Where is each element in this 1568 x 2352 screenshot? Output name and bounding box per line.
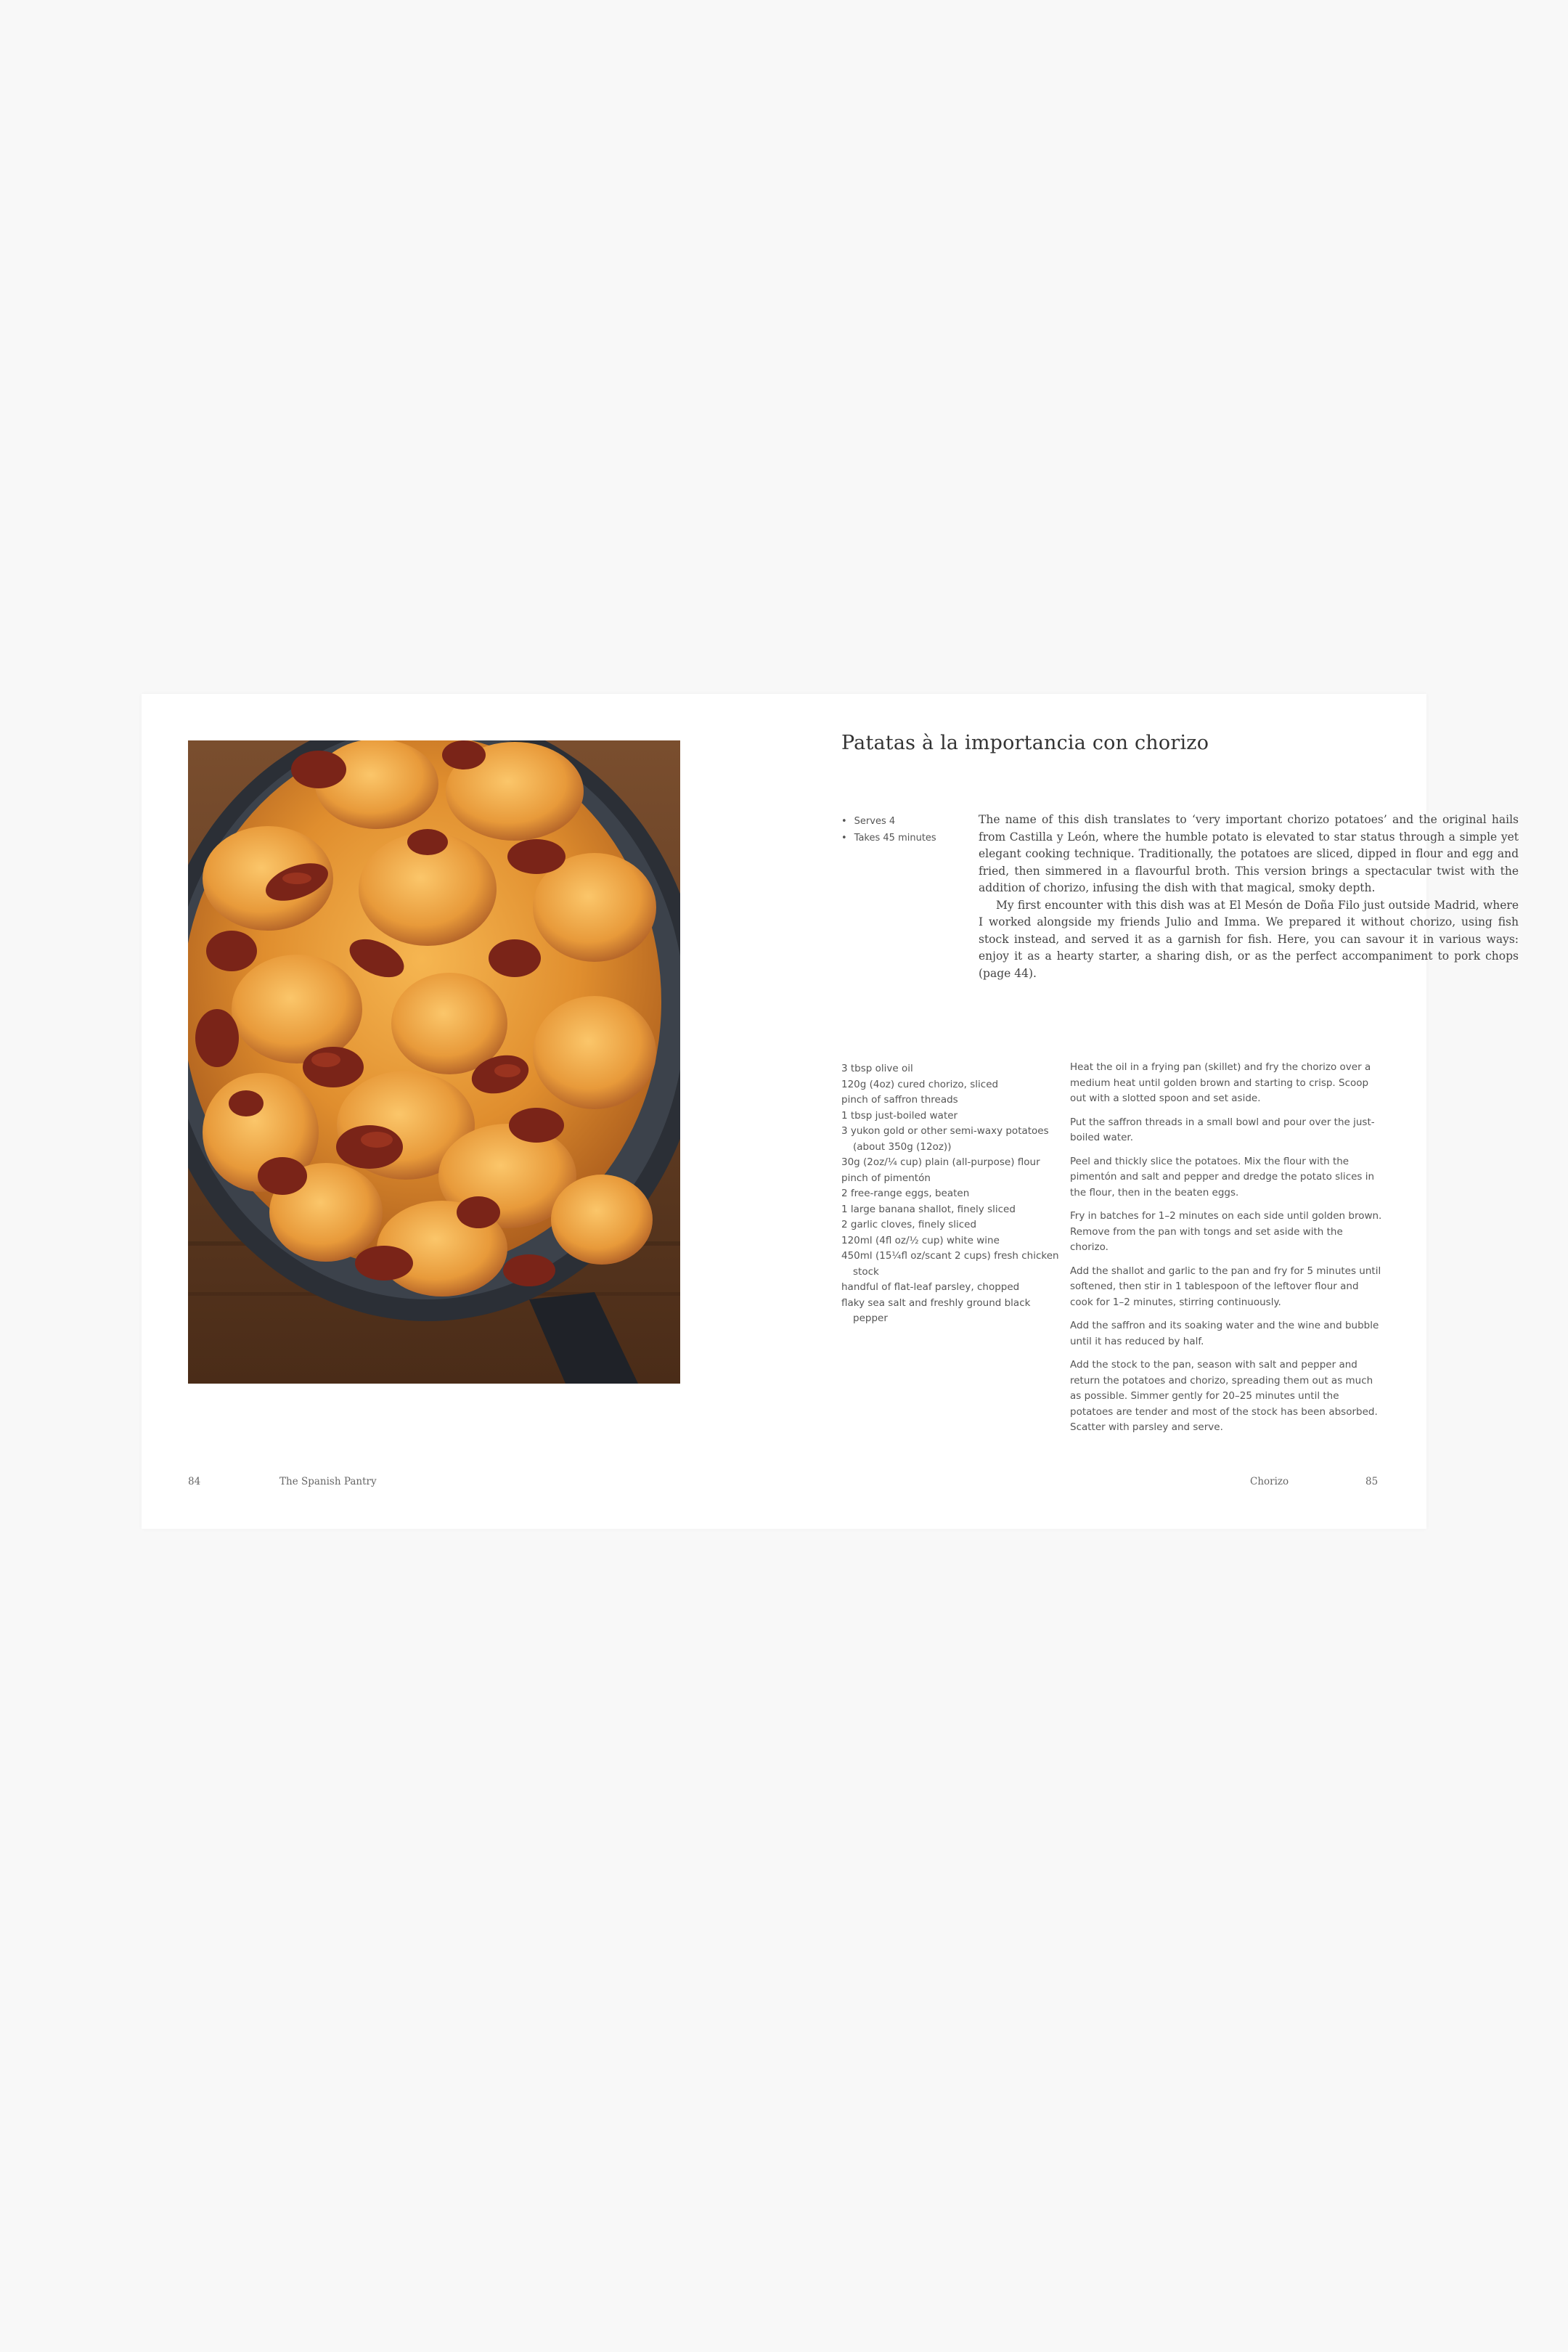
method-step: Put the saffron threads in a small bowl and pour over the just-boiled water.	[1070, 1116, 1375, 1143]
intro-paragraph: The name of this dish translates to ‘very important chorizo potatoes’ and the original hails from Castilla y León, where the humble potato is elevated to star status through a simple yet elegant cooking technique. Traditionally, the potatoes are sliced, dipped in flour and egg and fried, then simmered in a flavourful broth. This version brings a spectacular twist with the addition of chorizo, infusing the dish with that magical, smoky depth.	[979, 813, 1519, 894]
serves-info: • Serves 4	[841, 813, 972, 830]
ingredient-item: 3 yukon gold or other semi-waxy potatoes (about 350g (12oz))	[841, 1125, 1049, 1153]
ingredients-list	[841, 1061, 1059, 1327]
ingredient-item: flaky sea salt and freshly ground black pepper	[841, 1297, 1031, 1324]
ingredient-item: 1 large banana shallot, finely sliced	[841, 1203, 1016, 1215]
ingredient-item: 120g (4oz) cured chorizo, sliced	[841, 1078, 999, 1090]
method-step: Add the shallot and garlic to the pan and fry for 5 minutes until softened, then stir in 1 tablespoon of the leftover flour and cook for 1–2 minutes, stirring continuously.	[1070, 1265, 1381, 1308]
left-page-number: 84	[188, 1476, 201, 1487]
potatoes-chorizo-pan-image	[188, 740, 680, 1384]
dish-photo	[188, 740, 680, 1384]
ingredient-item: pinch of saffron threads	[841, 1094, 958, 1106]
ingredient-item: 2 free-range eggs, beaten	[841, 1188, 970, 1199]
ingredient-item: 450ml (15¼fl oz/scant 2 cups) fresh chicken stock	[841, 1250, 1059, 1278]
method-step: Heat the oil in a frying pan (skillet) and fry the chorizo over a medium heat until golden brown and starting to crisp. Scoop out with a slotted spoon and set aside.	[1070, 1061, 1371, 1104]
method-steps	[1070, 1060, 1382, 1444]
method-step: Fry in batches for 1–2 minutes on each side until golden brown. Remove from the pan with tongs and set aside with the chorizo.	[1070, 1210, 1382, 1253]
method-step: Peel and thickly slice the potatoes. Mix the flour with the pimentón and salt and pepper and dredge the potato slices in the flour, then in the beaten eggs.	[1070, 1155, 1375, 1199]
ingredient-item: 1 tbsp just-boiled water	[841, 1109, 958, 1122]
method-step: Add the saffron and its soaking water and the wine and bubble until it has reduced by half.	[1070, 1320, 1379, 1347]
ingredient-item: 120ml (4fl oz/½ cup) white wine	[841, 1234, 1000, 1246]
right-page-number: 85	[1365, 1476, 1379, 1487]
book-spread	[142, 694, 1519, 1529]
ingredient-item: handful of flat-leaf parsley, chopped	[841, 1281, 1020, 1293]
ingredient-item: pinch of pimentón	[841, 1172, 931, 1184]
intro-paragraph: My first encounter with this dish was at El Mesón de Doña Filo just outside Madrid, where I worked alongside my friends Julio and Imma. We prepared it without chorizo, using fish stock instead, and served it as a garnish for fish. Here, you can savour it in various ways: enjoy it as a hearty starter, a sharing dish, or as the perfect accompaniment to pork chops (page 44).	[979, 898, 1519, 980]
ingredient-item: 3 tbsp olive oil	[841, 1063, 913, 1074]
ingredient-item: 30g (2oz/¼ cup) plain (all-purpose) flour	[841, 1156, 1040, 1168]
recipe-title: Patatas à la importancia con chorizo	[841, 732, 1209, 754]
recipe-introduction	[979, 812, 1519, 982]
time-info: • Takes 45 minutes	[841, 830, 972, 846]
method-step: Add the stock to the pan, season with salt and pepper and return the potatoes and chorizo, spreading them out as much as possible. Simmer gently for 20–25 minutes until the potatoes are tender and most of the stock has been absorbed. Scatter with parsley and serve.	[1070, 1359, 1378, 1433]
recipe-meta	[841, 813, 972, 846]
ingredient-item: 2 garlic cloves, finely sliced	[841, 1219, 977, 1230]
left-running-title: The Spanish Pantry	[279, 1476, 377, 1487]
right-section-title: Chorizo	[1250, 1476, 1289, 1487]
